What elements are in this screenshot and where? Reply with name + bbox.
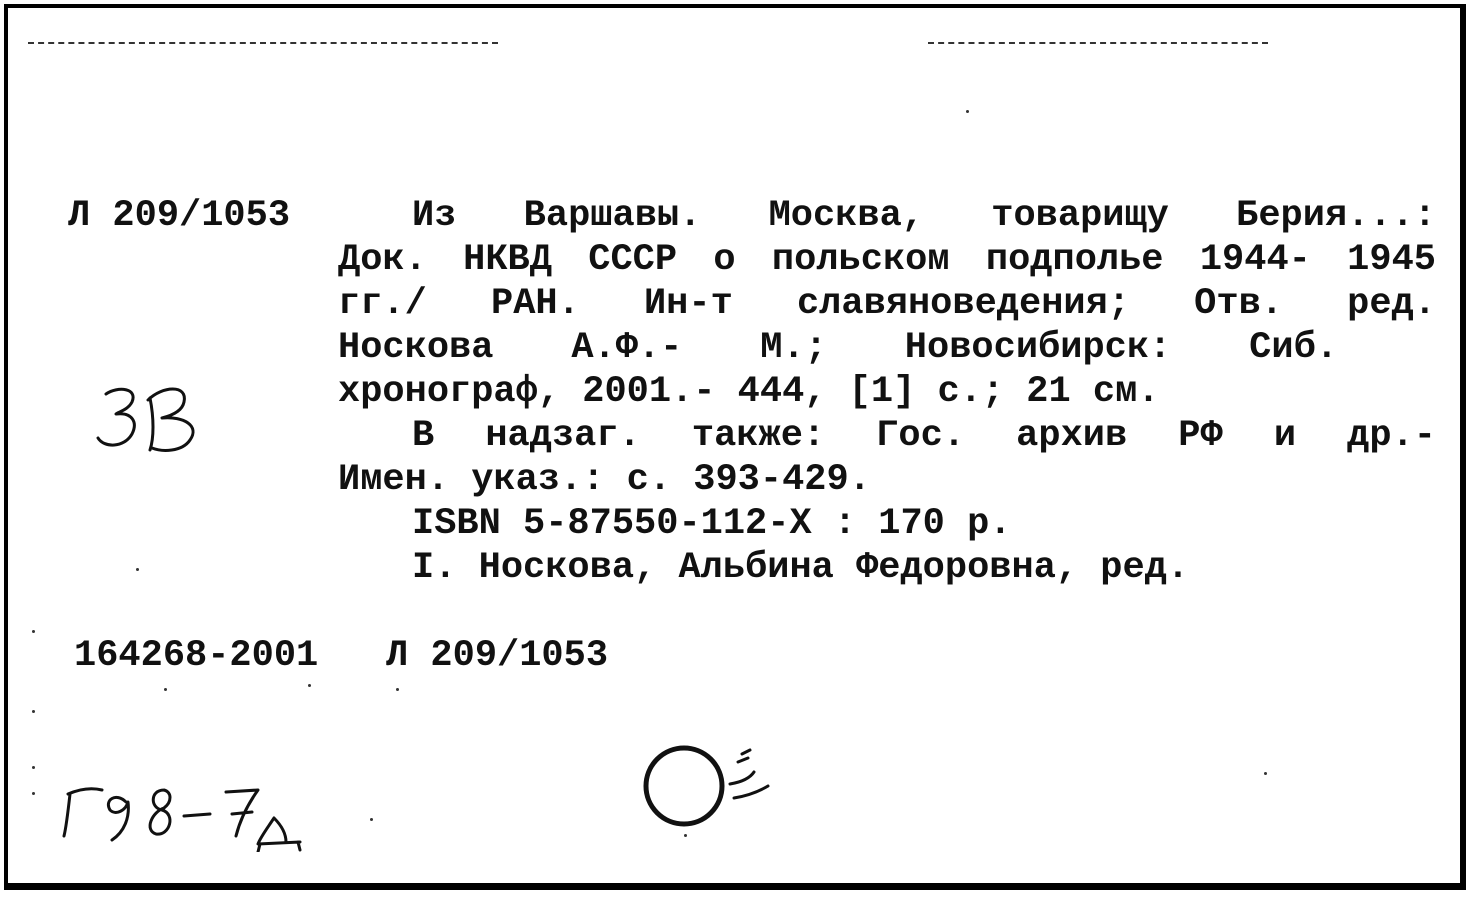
top-dashed-rule-left xyxy=(28,42,498,44)
handwritten-mark-bottom xyxy=(60,772,320,852)
call-number: Л 209/1053 xyxy=(68,195,291,237)
entry-line-2: Док. НКВД СССР о польском подполье 1944- 1945 xyxy=(338,239,1436,281)
scan-speck xyxy=(396,688,399,691)
scan-speck xyxy=(136,568,139,571)
scan-speck xyxy=(1264,772,1267,775)
call-number-bottom: Л 209/1053 xyxy=(386,635,609,677)
scan-speck xyxy=(32,792,35,795)
catalog-card xyxy=(4,4,1466,890)
entry-line-1: Из Варшавы. Москва, товарищу Берия...: xyxy=(412,195,1436,237)
isbn-line: ISBN 5-87550-112-X : 170 р. xyxy=(412,503,1012,545)
entry-line-5: хронограф, 2001.- 444, [1] с.; 21 см. xyxy=(338,371,1160,413)
scan-speck xyxy=(966,110,969,113)
handwritten-mark-top xyxy=(92,378,222,468)
note-line-2: Имен. указ.: с. 393-429. xyxy=(338,459,871,501)
top-dashed-rule-right xyxy=(928,42,1268,44)
scan-speck xyxy=(164,688,167,691)
scan-speck xyxy=(308,684,311,687)
added-entry: I. Носкова, Альбина Федоровна, ред. xyxy=(412,547,1190,589)
entry-line-4: Носкова А.Ф.- М.; Новосибирск: Сиб. xyxy=(338,327,1338,369)
punched-hole xyxy=(638,732,788,842)
entry-line-3: гг./ РАН. Ин-т славяноведения; Отв. ред. xyxy=(338,283,1436,325)
scan-speck xyxy=(32,766,35,769)
accession-number: 164268-2001 xyxy=(74,635,319,677)
scan-speck xyxy=(32,710,35,713)
scan-speck xyxy=(32,630,35,633)
note-line-1: В надзаг. также: Гос. архив РФ и др.- xyxy=(412,415,1436,457)
scan-speck xyxy=(370,818,373,821)
